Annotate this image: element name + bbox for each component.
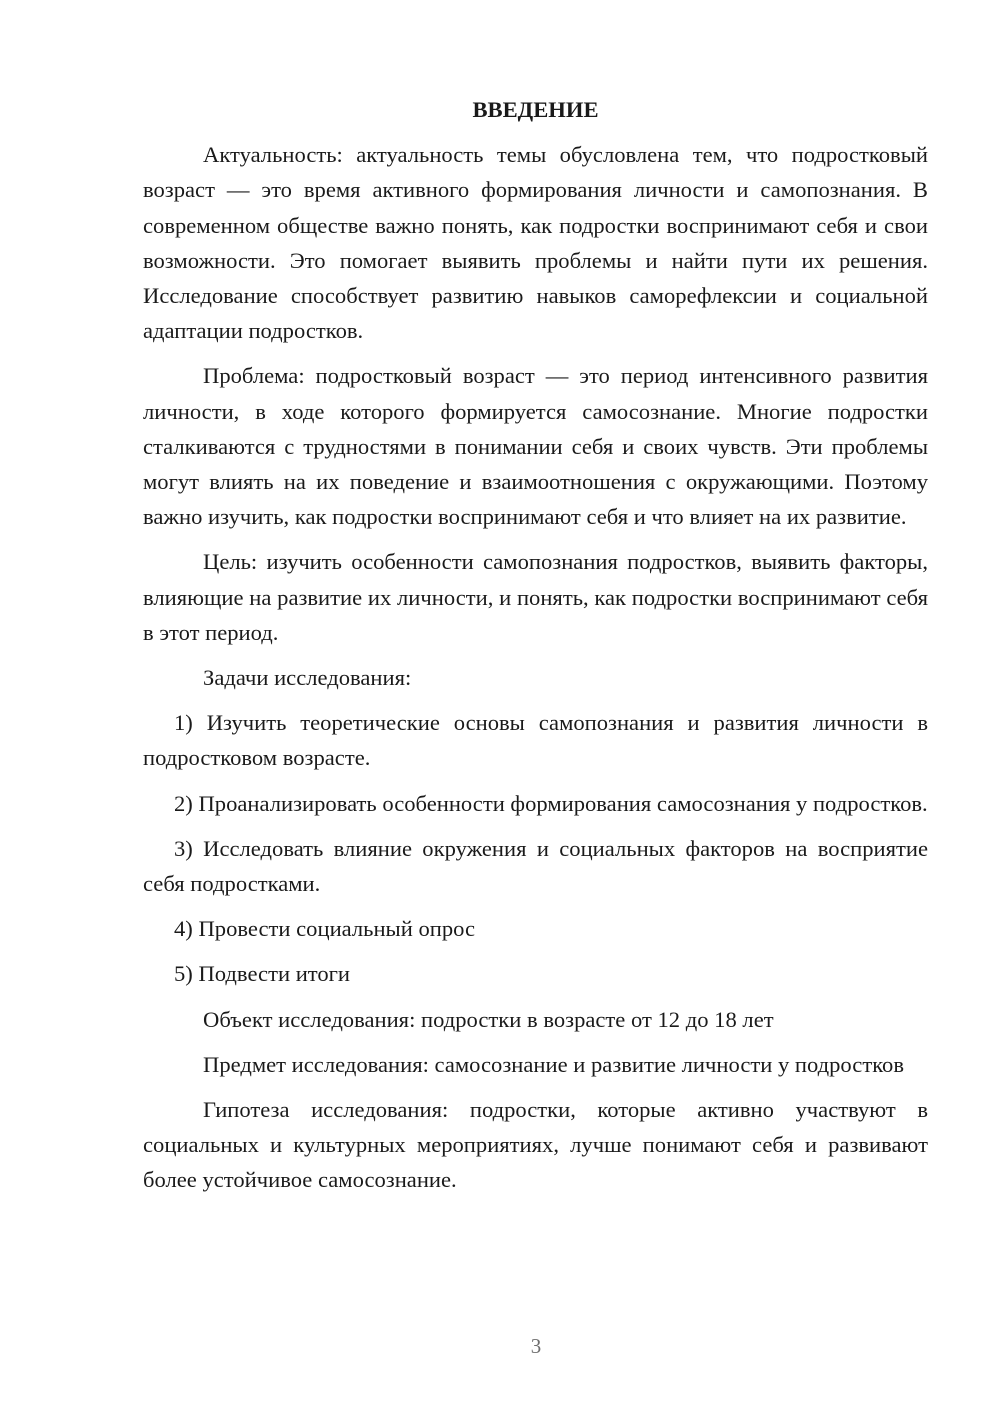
paragraph-relevance: Актуальность: актуальность темы обусловлена тем, что подростковый возраст — это время активного формирования личности и самопознания. В современном обществе важно понять, как подростки воспринимают себя и свои возможности. Это помогает выявить проблемы и найти пути их решения. Исследование способствует развитию навыков саморефлексии и социальной адаптации подростков. [143, 142, 928, 344]
task-item-4: 4) Провести социальный опрос [174, 916, 476, 942]
paragraph-object: Объект исследования: подростки в возрасте от 12 до 18 лет [203, 1006, 774, 1032]
page-content [143, 92, 928, 1208]
paragraph-goal: Цель: изучить особенности самопознания подростков, выявить факторы, влияющие на развитие их личности, и понять, как подростки воспринимают себя в этот период. [143, 549, 928, 645]
task-item-3: 3) Исследовать влияние окружения и социальных факторов на восприятие себя подростками. [143, 835, 928, 897]
task-item-5: 5) Подвести итоги [174, 961, 351, 987]
tasks-heading: Задачи исследования: [203, 665, 412, 691]
paragraph-subject: Предмет исследования: самосознание и развитие личности у подростков [203, 1051, 904, 1077]
paragraph-problem: Проблема: подростковый возраст — это период интенсивного развития личности, в ходе которого формируется самосознание. Многие подростки сталкиваются с трудностями в понимании себя и своих чувств. Эти проблемы могут влиять на их поведение и взаимоотношения с окружающими. Поэтому важно изучить, как подростки воспринимают себя и что влияет на их развитие. [143, 363, 928, 530]
task-item-2: 2) Проанализировать особенности формирования самосознания у подростков. [174, 790, 928, 816]
task-item-1: 1) Изучить теоретические основы самопознания и развития личности в подростковом возрасте. [143, 710, 928, 771]
section-title: ВВЕДЕНИЕ [472, 97, 599, 122]
paragraph-hypothesis: Гипотеза исследования: подростки, которые активно участвуют в социальных и культурных мероприятиях, лучше понимают себя и развивают более устойчивое самосознание. [143, 1097, 928, 1193]
page-number: 3 [530, 1334, 542, 1358]
